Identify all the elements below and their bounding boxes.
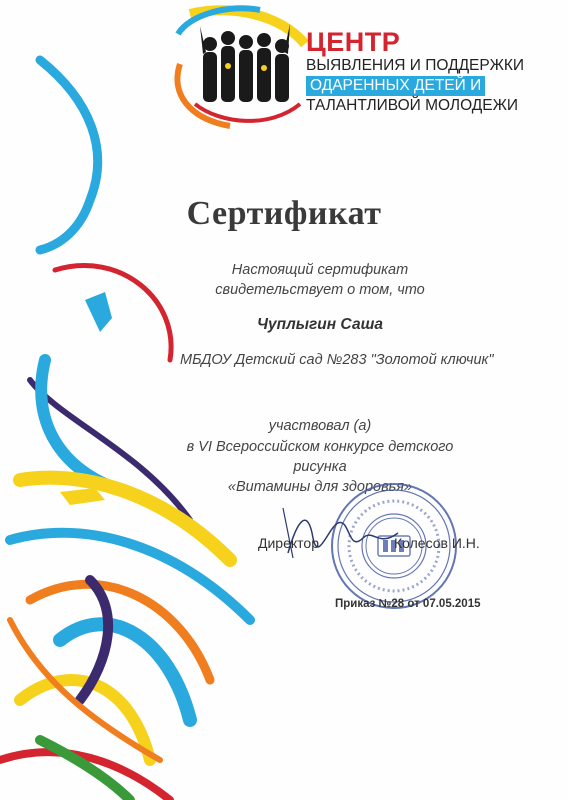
- handwritten-signature-icon: [278, 498, 418, 568]
- intro-line-2: свидетельствует о том, что: [215, 282, 425, 298]
- certificate-title: Сертификат: [186, 195, 382, 232]
- director-label: Директор: [258, 535, 319, 551]
- recipient-name: Чуплыгин Саша: [257, 316, 383, 333]
- contest-line-1: в VI Всероссийском конкурсе детского: [186, 439, 454, 455]
- children-silhouettes-logo-icon: [170, 4, 310, 132]
- organization-logo: [170, 4, 560, 132]
- intro-line-1: Настоящий сертификат: [231, 262, 409, 278]
- contest-name: «Витамины для здоровья»: [227, 479, 413, 495]
- contest-line-2: рисунка: [293, 459, 347, 475]
- logo-line-2: ВЫЯВЛЕНИЯ И ПОДДЕРЖКИ: [306, 57, 525, 74]
- logo-line-4: ТАЛАНТЛИВОЙ МОЛОДЕЖИ: [306, 97, 519, 114]
- logo-title: ЦЕНТР: [306, 27, 401, 57]
- participation-text: участвовал (а): [268, 418, 372, 434]
- order-reference: Приказ №28 от 07.05.2015: [335, 598, 481, 610]
- director-name: Колесов И.Н.: [394, 535, 480, 551]
- logo-text: [306, 28, 524, 116]
- logo-line-3: ОДАРЕННЫХ ДЕТЕЙ И: [306, 76, 485, 96]
- institution-name: МБДОУ Детский сад №283 "Золотой ключик": [180, 352, 494, 368]
